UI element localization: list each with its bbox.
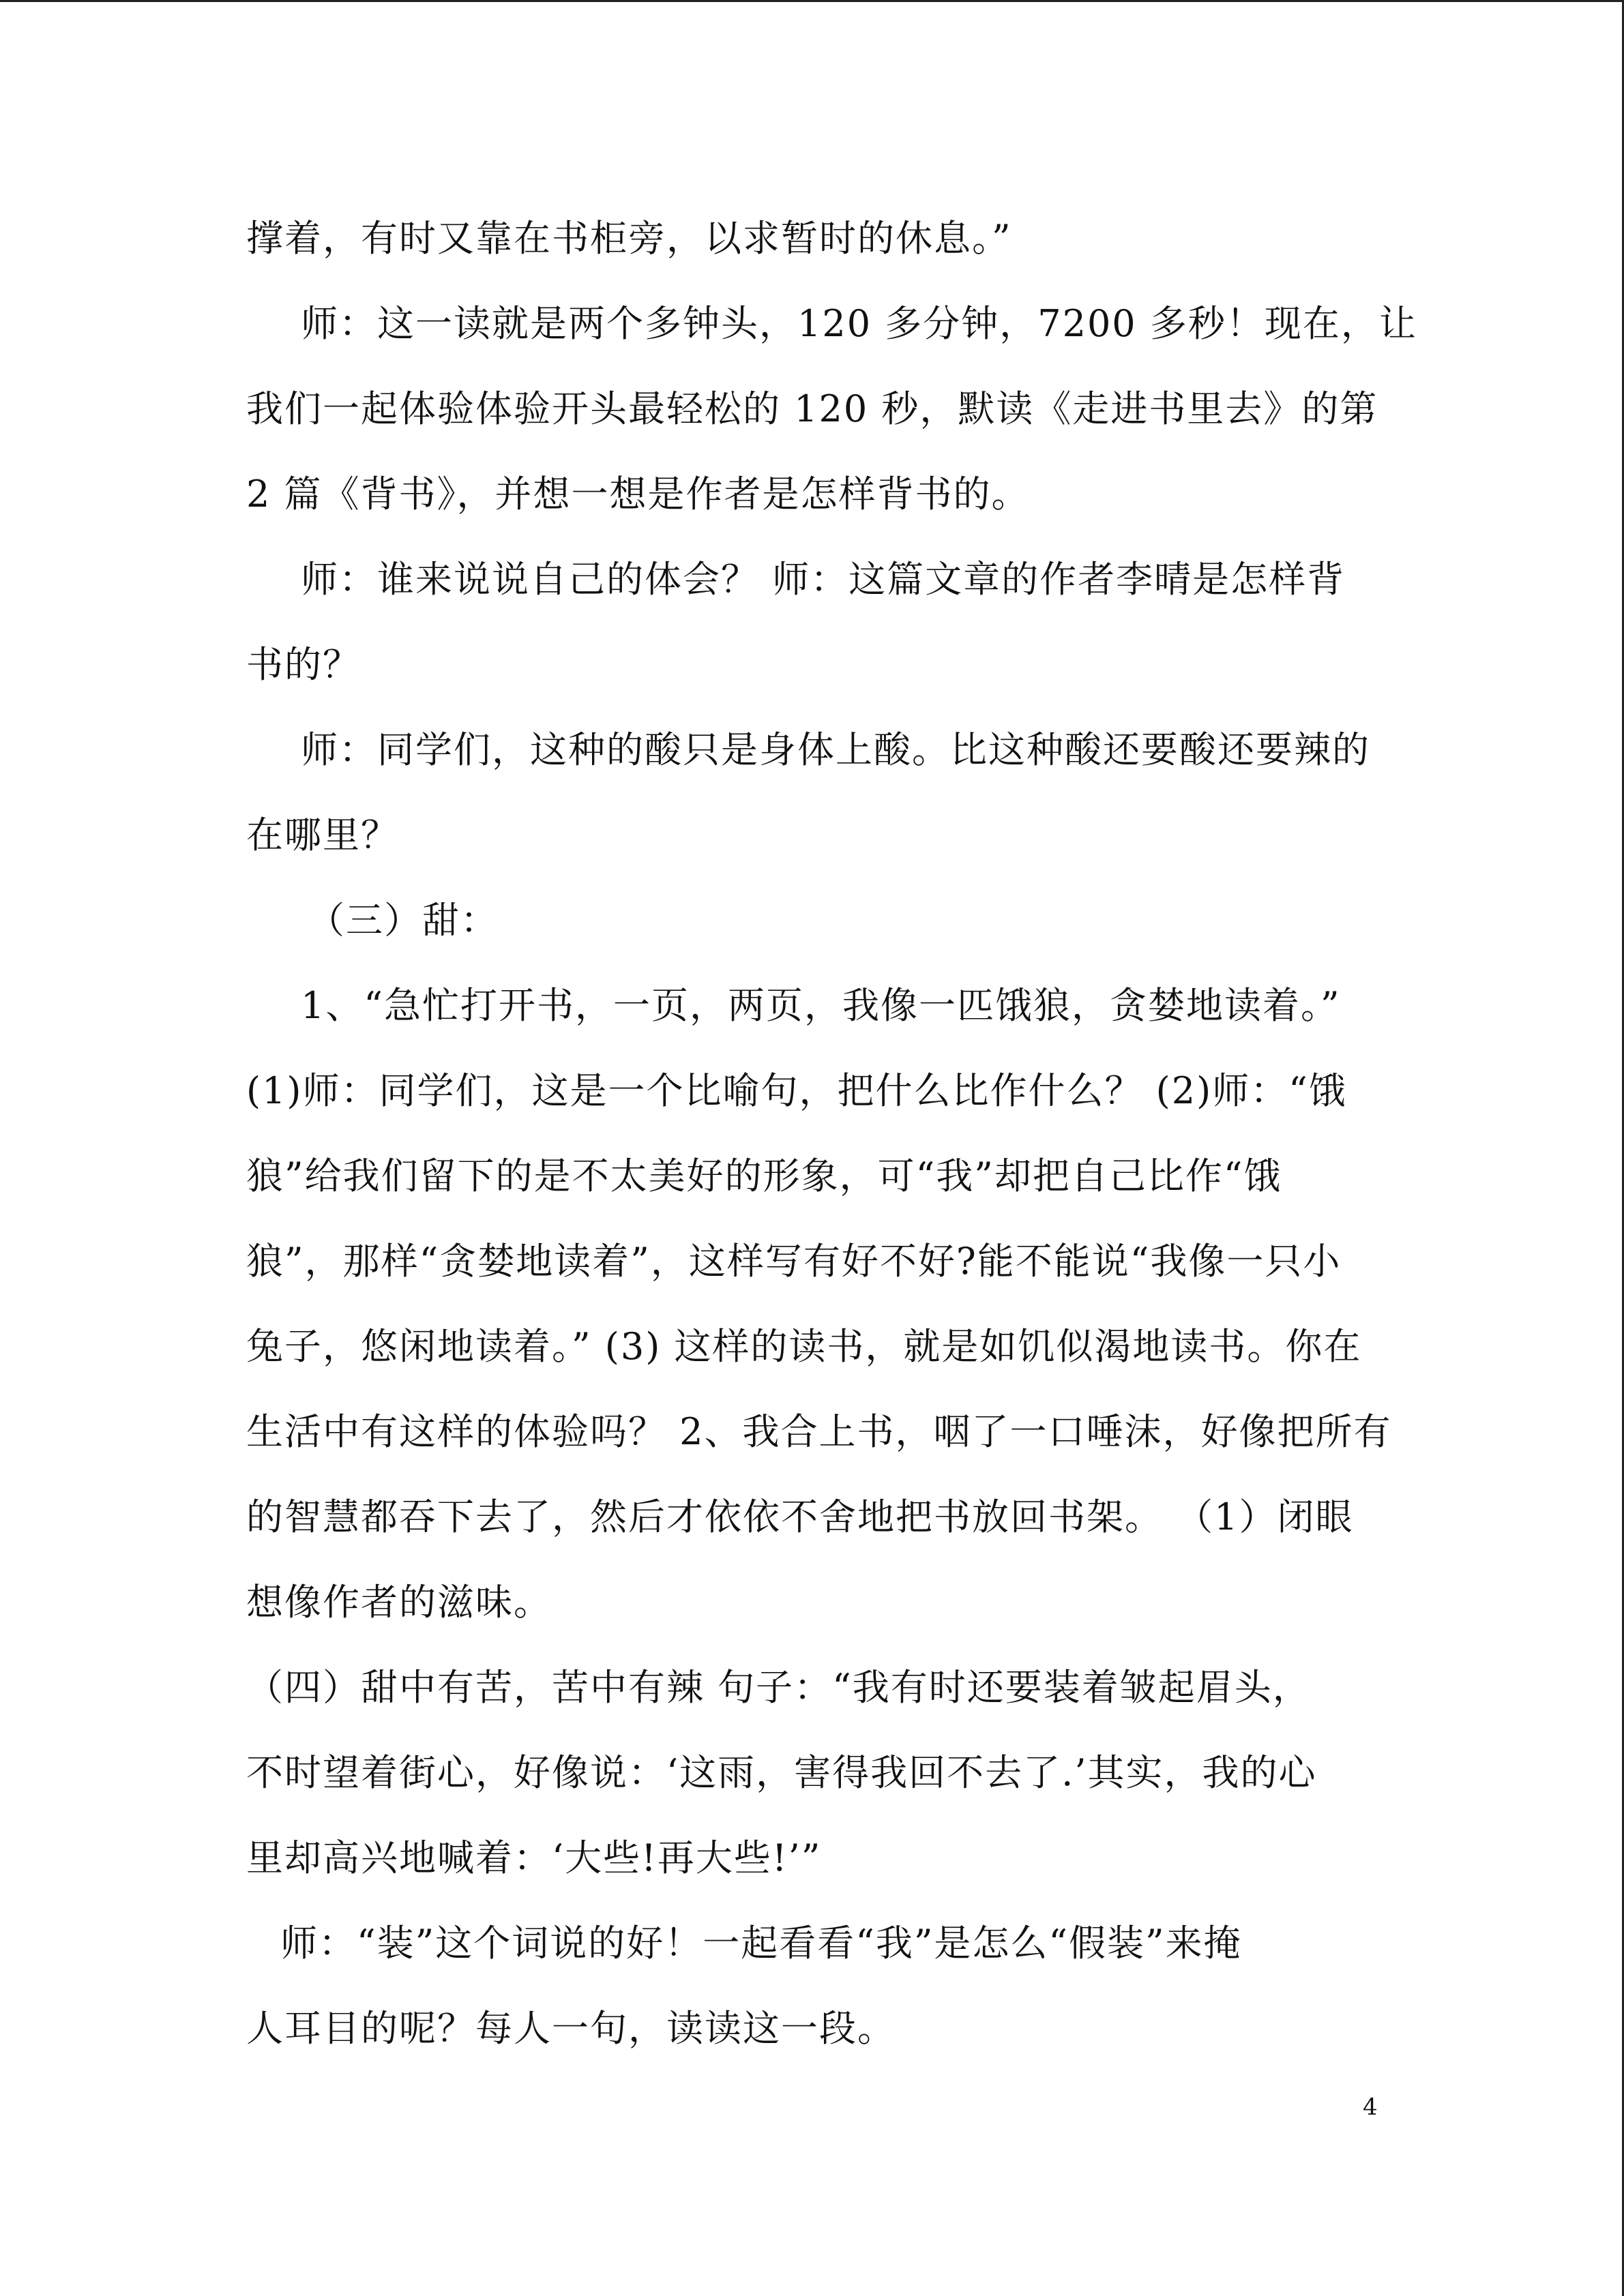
- body-line-22: 人耳目的呢？每人一句，读读这一段。: [246, 2007, 896, 2050]
- page-number: 4: [1363, 2093, 1378, 2121]
- body-line-21: 师：“装”这个词说的好！一起看看“我”是怎么“假装”来掩: [280, 1922, 1242, 1965]
- body-line-8: 在哪里？: [246, 814, 399, 856]
- page-border-top: [0, 0, 1624, 2]
- body-line-15: 生活中有这样的体验吗？ 2、我合上书，咽了一口唾沫，好像把所有: [246, 1410, 1392, 1453]
- body-line-5: 师：谁来说说自己的体会？ 师：这篇文章的作者李晴是怎样背: [301, 558, 1346, 601]
- body-line-16: 的智慧都吞下去了，然后才依依不舍地把书放回书架。 （1）闭眼: [246, 1495, 1354, 1538]
- body-line-17: 想像作者的滋味。: [246, 1581, 552, 1624]
- body-line-3: 我们一起体验体验开头最轻松的 120 秒，默读《走进书里去》的第: [246, 387, 1378, 430]
- body-line-6: 书的？: [246, 643, 361, 686]
- body-line-13: 狼”，那样“贪婪地读着”，这样写有好不好?能不能说“我像一只小: [246, 1240, 1342, 1283]
- section-heading-sweet: （三）甜：: [308, 899, 499, 942]
- body-line-12: 狼”给我们留下的是不太美好的形象，可“我”却把自己比作“饿: [246, 1154, 1282, 1197]
- body-line-14: 兔子，悠闲地读着。” (3) 这样的读书，就是如饥似渴地读书。你在: [246, 1325, 1362, 1368]
- body-line-2: 师：这一读就是两个多钟头，120 多分钟，7200 多秒！现在，让: [301, 302, 1417, 345]
- body-line-1: 撑着，有时又靠在书柜旁，以求暂时的休息。”: [246, 217, 1012, 260]
- body-line-4: 2 篇《背书》，并想一想是作者是怎样背书的。: [246, 473, 1030, 516]
- body-line-7: 师：同学们，这种的酸只是身体上酸。比这种酸还要酸还要辣的: [301, 728, 1370, 771]
- body-line-10: 1、“急忙打开书，一页，两页，我像一匹饿狼，贪婪地读着。”: [301, 984, 1341, 1027]
- body-line-20: 里却高兴地喊着：‘大些!再大些!’”: [246, 1836, 822, 1879]
- section-heading-sweet-bitter: （四）甜中有苦，苦中有辣 句子：“我有时还要装着皱起眉头，: [246, 1666, 1311, 1709]
- body-line-19: 不时望着街心，好像说：‘这雨，害得我回不去了.’其实，我的心: [246, 1751, 1317, 1794]
- body-line-11: (1)师：同学们，这是一个比喻句，把什么比作什么？ (2)师：“饿: [246, 1069, 1347, 1112]
